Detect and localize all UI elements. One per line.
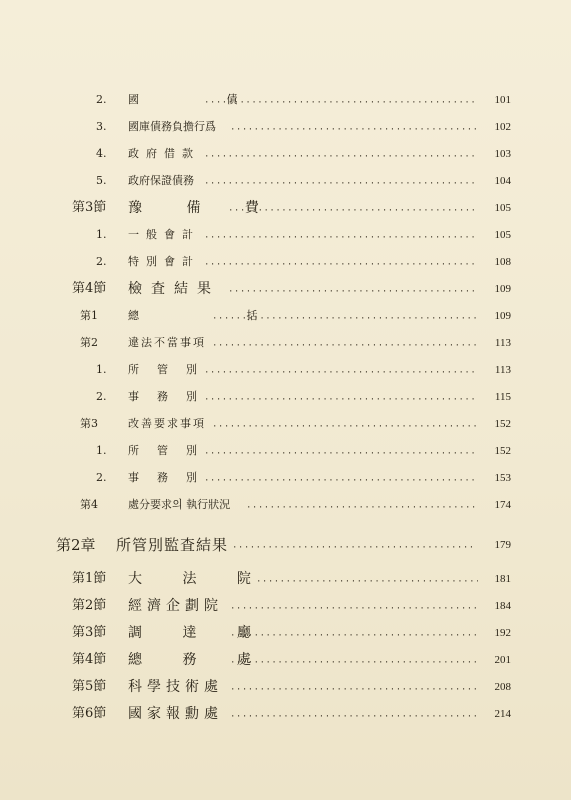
- toc-section-title: 經濟企劃院: [128, 598, 223, 614]
- toc-entry-title: 特別會計: [128, 255, 200, 268]
- toc-entry-page: 208: [494, 681, 511, 693]
- toc-leader-dots: [228, 278, 476, 300]
- toc-section: [0, 622, 571, 644]
- toc-leader-dots: [204, 440, 476, 462]
- toc-entry-page: 153: [494, 472, 511, 484]
- toc-section: [0, 676, 571, 698]
- toc-chapter-title: 所管別監査結果: [116, 536, 229, 554]
- toc-entry-title: 國庫債務負擔行爲: [128, 120, 216, 133]
- toc-entry: [0, 224, 571, 246]
- toc-section-title: 科學技術處: [128, 679, 223, 695]
- toc-leader-dots: [230, 622, 476, 644]
- toc-leader-dots: [228, 197, 476, 219]
- toc-section: [0, 278, 571, 300]
- toc-leader-dots: [212, 332, 476, 354]
- toc-entry-title: 事務別: [128, 471, 215, 484]
- toc-entry-page: 214: [494, 708, 511, 720]
- toc-leader-dots: [230, 595, 476, 617]
- toc-chapter-number: 第2章: [56, 536, 96, 554]
- toc-section: [0, 197, 571, 219]
- toc-leader-dots: [212, 413, 476, 435]
- toc-section-title: 檢査結果: [128, 281, 220, 297]
- toc-entry: [0, 251, 571, 273]
- toc-entry-number: 2.: [96, 255, 107, 268]
- toc-leader-dots: [212, 305, 476, 327]
- toc-section: [0, 649, 571, 671]
- toc-entry-page: 105: [494, 202, 511, 214]
- toc-entry-page: 174: [494, 499, 511, 511]
- toc-entry: [0, 170, 571, 192]
- toc-section-title: 國家報勳處: [128, 706, 223, 722]
- toc-entry: [0, 386, 571, 408]
- toc-section-number: 第1節: [72, 571, 107, 586]
- toc-entry: [0, 116, 571, 138]
- toc-leader-dots: [232, 534, 476, 556]
- toc-entry-title: 政府保證債務: [128, 174, 194, 187]
- toc-entry-page: 113: [494, 364, 511, 376]
- toc-leader-dots: [204, 89, 476, 111]
- toc-entry-number: 第1: [80, 309, 98, 322]
- toc-entry-page: 103: [494, 148, 511, 160]
- toc-entry-number: 第4: [80, 498, 98, 511]
- toc-entry-page: 108: [494, 256, 511, 268]
- toc-entry-number: 2.: [96, 390, 107, 403]
- toc-entry-page: 184: [494, 600, 511, 612]
- toc-leader-dots: [204, 143, 476, 165]
- toc-entry-page: 109: [494, 310, 511, 322]
- toc-entry-number: 5.: [96, 174, 107, 187]
- toc-entry: [0, 467, 571, 489]
- toc-entry-title: 所管別: [128, 444, 215, 457]
- toc-entry-title: 違法不當事項: [128, 336, 206, 349]
- toc-leader-dots: [246, 494, 476, 516]
- toc-section-number: 第4節: [72, 652, 107, 667]
- toc-section-title: 調 達 廳: [128, 625, 269, 641]
- toc-entry-page: 201: [494, 654, 511, 666]
- toc-entry-title: 所管別: [128, 363, 215, 376]
- toc-section-title: 總 務 處: [128, 652, 269, 668]
- toc-entry-page: 181: [494, 573, 511, 585]
- toc-leader-dots: [230, 676, 476, 698]
- toc-entry-title: 事務別: [128, 390, 215, 403]
- toc-section-number: 第6節: [72, 706, 107, 721]
- toc-section-number: 第4節: [72, 281, 107, 296]
- toc-entry: [0, 494, 571, 516]
- toc-entry-page: 179: [494, 539, 511, 551]
- toc-section: [0, 568, 571, 590]
- toc-entry: [0, 332, 571, 354]
- toc-entry-title: 處分要求의 執行狀況: [128, 498, 231, 511]
- toc-entry-number: 1.: [96, 444, 107, 457]
- toc-leader-dots: [204, 251, 476, 273]
- toc-entry: [0, 305, 571, 327]
- toc-leader-dots: [204, 359, 476, 381]
- toc-entry: [0, 89, 571, 111]
- toc-entry-page: 105: [494, 229, 511, 241]
- toc-entry-number: 2.: [96, 471, 107, 484]
- toc-entry: [0, 143, 571, 165]
- toc-entry-page: 113: [494, 337, 511, 349]
- toc-entry-page: 102: [494, 121, 511, 133]
- toc-entry-number: 第2: [80, 336, 98, 349]
- toc-section-number: 第3節: [72, 200, 107, 215]
- toc-section-title: 大 法 院: [128, 571, 269, 587]
- toc-section: [0, 703, 571, 725]
- toc-section-title: 豫 備 費: [128, 200, 279, 216]
- toc-leader-dots: [204, 170, 476, 192]
- toc-leader-dots: [230, 116, 476, 138]
- toc-entry-title: 國 債: [128, 93, 280, 106]
- toc-leader-dots: [204, 386, 476, 408]
- toc-leader-dots: [204, 467, 476, 489]
- toc-entry: [0, 359, 571, 381]
- toc-entry-page: 115: [494, 391, 511, 403]
- toc-section-number: 第2節: [72, 598, 107, 613]
- toc-entry-page: 109: [494, 283, 511, 295]
- toc-section-number: 第3節: [72, 625, 107, 640]
- toc-section-number: 第5節: [72, 679, 107, 694]
- toc-entry-page: 192: [494, 627, 511, 639]
- toc-entry-title: 一般會計: [128, 228, 200, 241]
- toc-entry-number: 第3: [80, 417, 98, 430]
- toc-entry-page: 152: [494, 445, 511, 457]
- toc-leader-dots: [230, 649, 476, 671]
- toc-entry-page: 104: [494, 175, 511, 187]
- toc-entry-title: 改善要求事項: [128, 417, 206, 430]
- toc-entry-page: 152: [494, 418, 511, 430]
- toc-entry-number: 3.: [96, 120, 107, 133]
- toc-entry-number: 1.: [96, 228, 107, 241]
- toc-leader-dots: [230, 703, 476, 725]
- toc-entry-number: 1.: [96, 363, 107, 376]
- toc-leader-dots: [256, 568, 478, 590]
- toc-entry: [0, 413, 571, 435]
- toc-entry-title: 總 括: [128, 309, 310, 322]
- toc-leader-dots: [204, 224, 476, 246]
- toc-entry-number: 4.: [96, 147, 107, 160]
- toc-section: [0, 595, 571, 617]
- toc-entry: [0, 440, 571, 462]
- toc-entry-number: 2.: [96, 93, 107, 106]
- toc-chapter: [0, 534, 571, 556]
- toc-entry-page: 101: [494, 94, 511, 106]
- toc-entry-title: 政府借款: [128, 147, 200, 160]
